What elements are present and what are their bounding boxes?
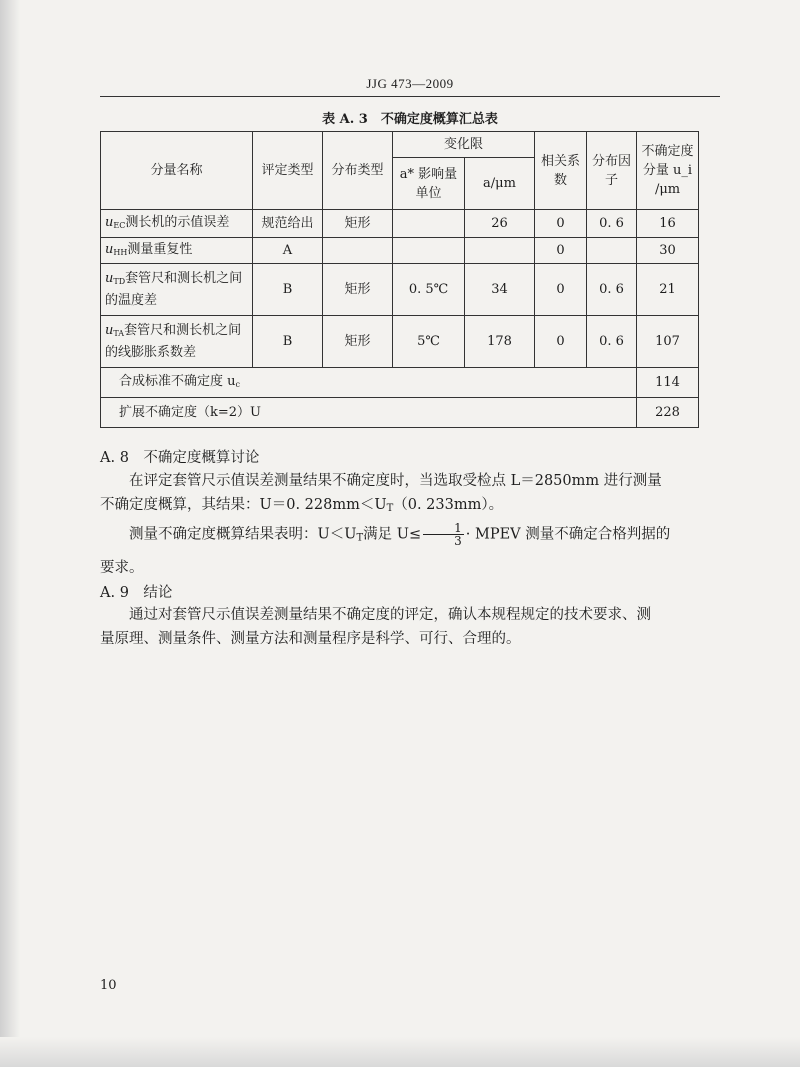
expanded-label-cell: 扩展不确定度（k=2）U (101, 398, 637, 428)
component-name: 套管尺和测长机之间的线膨胀系数差 (105, 323, 242, 360)
component-name: 测长机的示值误差 (125, 214, 230, 230)
scan-shadow-left (0, 0, 20, 1067)
component-symbol: u (105, 271, 114, 286)
table-row (101, 316, 699, 368)
page-number: 10 (100, 978, 117, 993)
distribution-cell: 矩形 (323, 316, 393, 368)
header-distribution: 分布类型 (323, 132, 393, 210)
uncertainty-cell: 21 (637, 264, 699, 316)
distribution-cell: 矩形 (323, 264, 393, 316)
section-a9-heading: A. 9 结论 (100, 585, 173, 601)
fraction (423, 522, 464, 547)
scan-shadow-bottom (0, 1037, 800, 1067)
component-subscript: EC (113, 220, 126, 230)
limit-unit-cell: 5℃ (393, 316, 465, 368)
header-limit-um: a/μm (465, 158, 535, 210)
uncertainty-cell: 30 (637, 238, 699, 264)
header-limit-unit: a* 影响量单位 (393, 158, 465, 210)
correlation-cell: 0 (535, 238, 587, 264)
section-a8-paragraph-2-end: 要求。 (100, 560, 144, 576)
subscript: T (356, 532, 364, 544)
header-eval-type: 评定类型 (253, 132, 323, 210)
correlation-cell: 0 (535, 210, 587, 238)
expanded-value-cell: 228 (637, 398, 699, 428)
subscript: T (386, 503, 394, 514)
limit-unit-cell (393, 210, 465, 238)
section-a8-heading: A. 8 不确定度概算讨论 (100, 450, 260, 466)
combined-uncertainty-row (101, 368, 699, 398)
limit-um-cell (465, 238, 535, 264)
section-a8-paragraph-2 (100, 522, 720, 551)
component-subscript: TA (113, 329, 125, 338)
header-rule (100, 96, 720, 97)
header-component: 分量名称 (101, 132, 253, 210)
limit-um-cell: 26 (465, 210, 535, 238)
paragraph-text: 不确定度概算，其结果：U＝0. 228mm＜U (100, 497, 387, 513)
component-cell (101, 264, 253, 316)
uncertainty-cell: 107 (637, 316, 699, 368)
component-symbol: u (105, 241, 114, 257)
eval-type-cell: B (253, 264, 323, 316)
component-cell (101, 316, 253, 368)
component-subscript: HH (113, 247, 128, 257)
factor-cell: 0. 6 (587, 264, 637, 316)
table-row (101, 264, 699, 316)
paragraph-text: 量原理、测量条件、测量方法和测量程序是科学、可行、合理的。 (100, 631, 521, 647)
paragraph-text: 通过对套管尺示值误差测量结果不确定度的评定，确认本规程规定的技术要求、测 (129, 607, 651, 623)
factor-cell: 0. 6 (587, 210, 637, 238)
limit-um-cell: 34 (465, 264, 535, 316)
table-caption: 表 A. 3 不确定度概算汇总表 (322, 112, 498, 127)
header-uncertainty: 不确定度分量 u_i /μm (637, 132, 699, 210)
correlation-cell: 0 (535, 316, 587, 368)
uncertainty-cell: 16 (637, 210, 699, 238)
table-header-row (101, 132, 699, 158)
paragraph-text: 测量不确定度概算结果表明：U＜U (129, 526, 357, 543)
component-symbol: u (105, 323, 114, 338)
combined-subscript: c (235, 379, 240, 389)
component-cell (101, 210, 253, 238)
running-header: JJG 473—2009 (366, 76, 454, 91)
expanded-uncertainty-row (101, 398, 699, 428)
component-subscript: TD (113, 277, 126, 286)
paragraph-text: 在评定套管尺示值误差测量结果不确定度时，当选取受检点 L＝2850mm 进行测量 (129, 473, 662, 489)
component-cell (101, 238, 253, 264)
paragraph-text: · MPEV 测量不确定合格判据的 (465, 526, 671, 543)
limit-um-cell: 178 (465, 316, 535, 368)
eval-type-cell: B (253, 316, 323, 368)
distribution-cell (323, 238, 393, 264)
factor-cell: 0. 6 (587, 316, 637, 368)
component-name: 套管尺和测长机之间的温度差 (105, 271, 243, 308)
combined-label-cell (101, 368, 637, 398)
distribution-cell: 矩形 (323, 210, 393, 238)
table-row (101, 210, 699, 238)
header-factor: 分布因子 (587, 132, 637, 210)
paragraph-text: 满足 U≤ (363, 526, 422, 543)
limit-unit-cell: 0. 5℃ (393, 264, 465, 316)
component-name: 测量重复性 (127, 241, 193, 257)
paragraph-text: （0. 233mm）。 (393, 497, 504, 513)
table-row (101, 238, 699, 264)
eval-type-cell: 规范给出 (253, 210, 323, 238)
combined-value-cell: 114 (637, 368, 699, 398)
factor-cell (587, 238, 637, 264)
uncertainty-summary-table (100, 131, 699, 428)
header-limit-group: 变化限 (393, 132, 535, 158)
header-correlation: 相关系数 (535, 132, 587, 210)
correlation-cell: 0 (535, 264, 587, 316)
section-a8-paragraph-1 (100, 469, 720, 521)
eval-type-cell: A (253, 238, 323, 264)
fraction-numerator: 1 (423, 522, 464, 535)
fraction-denominator: 3 (454, 534, 462, 548)
combined-label: 合成标准不确定度 u (119, 373, 236, 389)
limit-unit-cell (393, 238, 465, 264)
component-symbol: u (105, 214, 114, 230)
section-a9-paragraph (100, 603, 720, 651)
